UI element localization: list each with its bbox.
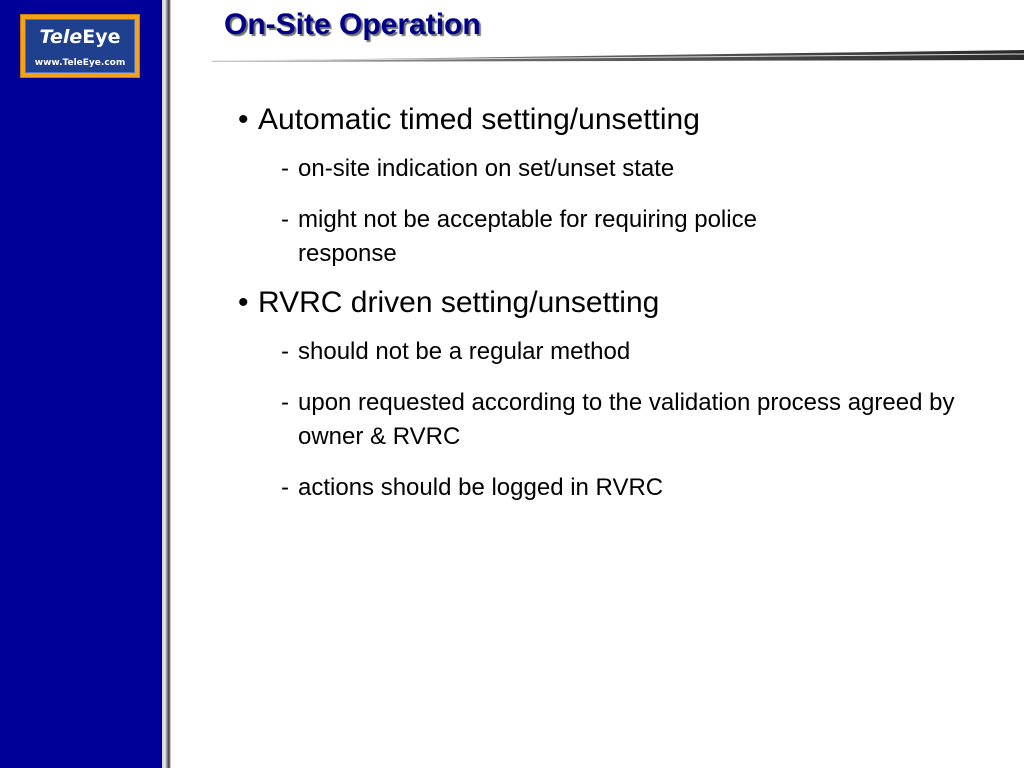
bullet-dot-icon: •: [238, 103, 249, 136]
bullet-line: [238, 285, 958, 321]
sub-list: [238, 152, 958, 271]
slide-body: [238, 102, 958, 519]
logo-wordmark: [26, 26, 134, 48]
sub-item: [281, 152, 958, 186]
logo-url: www.TeleEye.com: [34, 58, 126, 68]
bullet-line: [238, 102, 958, 138]
bullet-item: [238, 285, 958, 505]
sub-item: [281, 203, 958, 271]
dash-icon: -: [281, 389, 289, 416]
sidebar-panel: [0, 0, 162, 768]
slide-title: On-Site Operation: [224, 8, 481, 41]
sub-item: [281, 471, 958, 505]
sub-text: actions should be logged in RVRC: [298, 474, 664, 501]
sub-item: [281, 335, 958, 369]
logo-badge: [25, 19, 135, 73]
bullet-text: Automatic timed setting/unsetting: [258, 103, 700, 136]
sub-text: should not be a regular method: [298, 338, 631, 365]
title-underline: [212, 50, 1024, 64]
logo-wordmark-tele: Tele: [39, 26, 83, 48]
dash-icon: -: [281, 338, 289, 365]
bullet-text: RVRC driven setting/unsetting: [258, 286, 660, 319]
sub-text: might not be acceptable for requiring police response: [298, 206, 757, 267]
teleeye-logo: [20, 14, 140, 78]
sub-list: [238, 335, 958, 505]
sub-item: [281, 386, 958, 454]
bullet-item: [238, 102, 958, 271]
bullet-dot-icon: •: [238, 286, 249, 319]
dash-icon: -: [281, 206, 289, 233]
dash-icon: -: [281, 155, 289, 182]
logo-wordmark-eye: Eye: [82, 26, 121, 48]
dash-icon: -: [281, 474, 289, 501]
sub-text: upon requested according to the validation process agreed by owner & RVRC: [298, 389, 955, 450]
sub-text: on-site indication on set/unset state: [298, 155, 675, 182]
sidebar-divider: [162, 0, 172, 768]
